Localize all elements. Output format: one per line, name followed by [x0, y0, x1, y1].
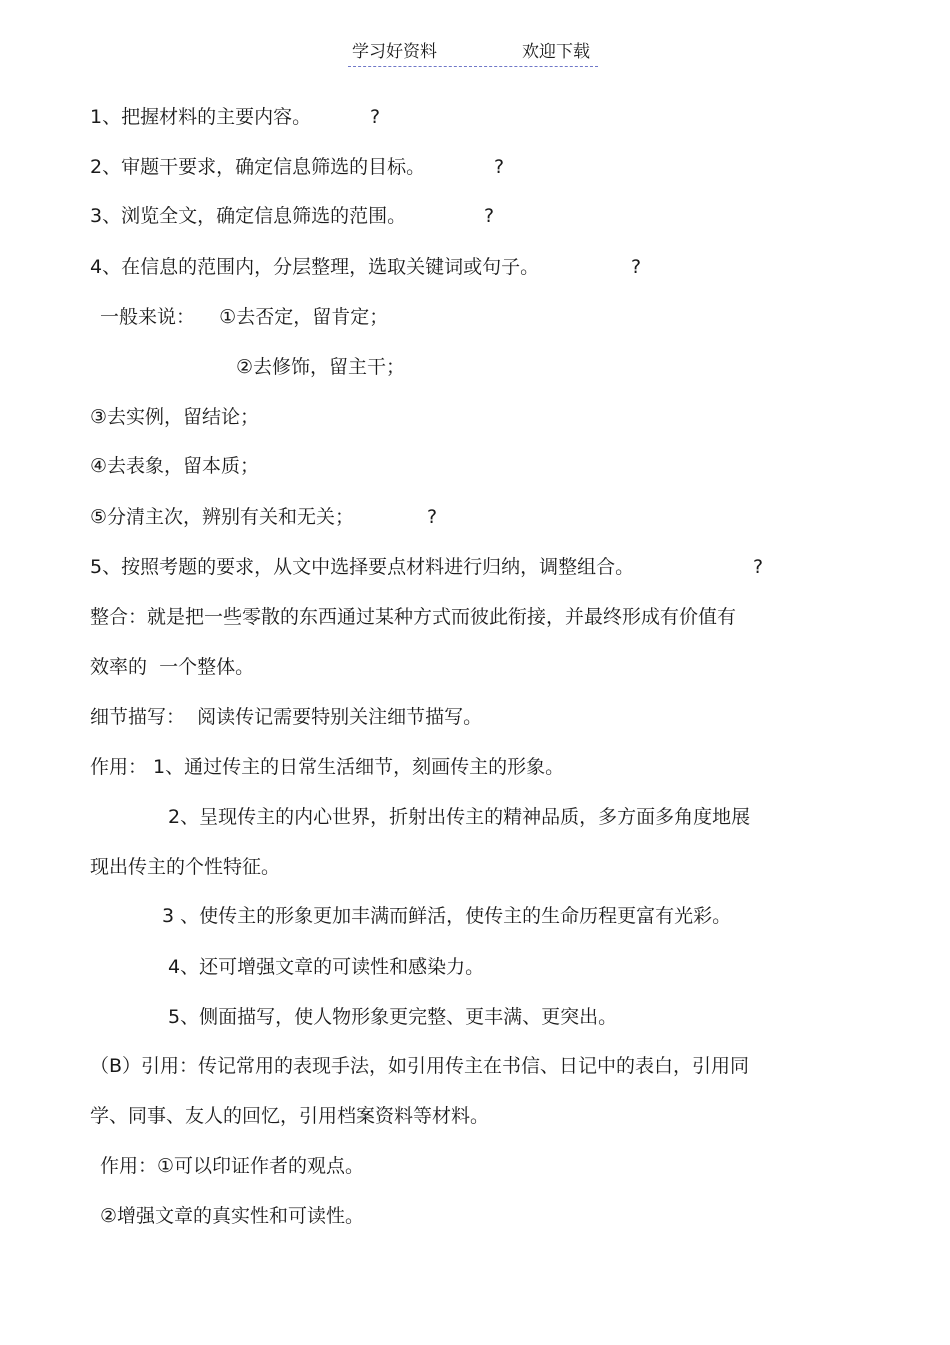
quotation-function-1: 作用：①可以印证作者的观点。 [100, 1155, 365, 1177]
step-1-question-mark: ? [370, 106, 381, 128]
step-5-line: 5、按照考题的要求，从文中选择要点材料进行归纳，调整组合。 [90, 556, 635, 578]
quotation-line-2: 学、同事、友人的回忆，引用档案资料等材料。 [90, 1105, 490, 1127]
function-item-5: 5、侧面描写，使人物形象更完整、更丰满、更突出。 [168, 1006, 618, 1028]
header-right-text: 欢迎下载 [522, 42, 590, 62]
quotation-function-2: ②增强文章的真实性和可读性。 [100, 1205, 365, 1227]
quotation-line-1: （B）引用：传记常用的表现手法，如引用传主在书信、日记中的表白，引用同 [90, 1055, 750, 1077]
step-3-question-mark: ? [484, 205, 495, 227]
general-rule-5-question-mark: ? [427, 506, 438, 528]
step-2-line: 2、审题干要求，确定信息筛选的目标。 [90, 156, 426, 178]
step-3-line: 3、浏览全文，确定信息筛选的范围。 [90, 205, 407, 227]
step-4-question-mark: ? [631, 256, 642, 278]
integration-definition-line-2: 效率的 一个整体。 [90, 656, 255, 678]
general-rule-1: 一般来说： ①去否定，留肯定； [100, 306, 389, 328]
function-item-4: 4、还可增强文章的可读性和感染力。 [168, 956, 485, 978]
step-2-question-mark: ? [494, 156, 505, 178]
step-5-question-mark: ? [753, 556, 764, 578]
general-rule-5: ⑤分清主次，辨别有关和无关； [90, 506, 355, 528]
function-item-2-line-2: 现出传主的个性特征。 [90, 856, 281, 878]
page-header [348, 40, 598, 67]
function-item-1: 作用： 1、通过传主的日常生活细节，刻画传主的形象。 [90, 756, 565, 778]
general-rule-2: ②去修饰，留主干； [236, 356, 406, 378]
integration-definition-line-1: 整合：就是把一些零散的东西通过某种方式而彼此衔接，并最终形成有价值有 [90, 606, 737, 628]
function-item-3: 3 、使传主的形象更加丰满而鲜活，使传主的生命历程更富有光彩。 [162, 905, 732, 927]
header-left-text: 学习好资料 [352, 42, 437, 62]
general-rule-3: ③去实例，留结论； [90, 406, 260, 428]
general-rule-4: ④去表象，留本质； [90, 455, 260, 477]
step-1-line: 1、把握材料的主要内容。 [90, 106, 312, 128]
function-item-2-line-1: 2、呈现传主的内心世界，折射出传主的精神品质，多方面多角度地展 [168, 806, 751, 828]
step-4-line: 4、在信息的范围内，分层整理，选取关键词或句子。 [90, 256, 540, 278]
detail-description-heading: 细节描写： 阅读传记需要特别关注细节描写。 [90, 706, 483, 728]
